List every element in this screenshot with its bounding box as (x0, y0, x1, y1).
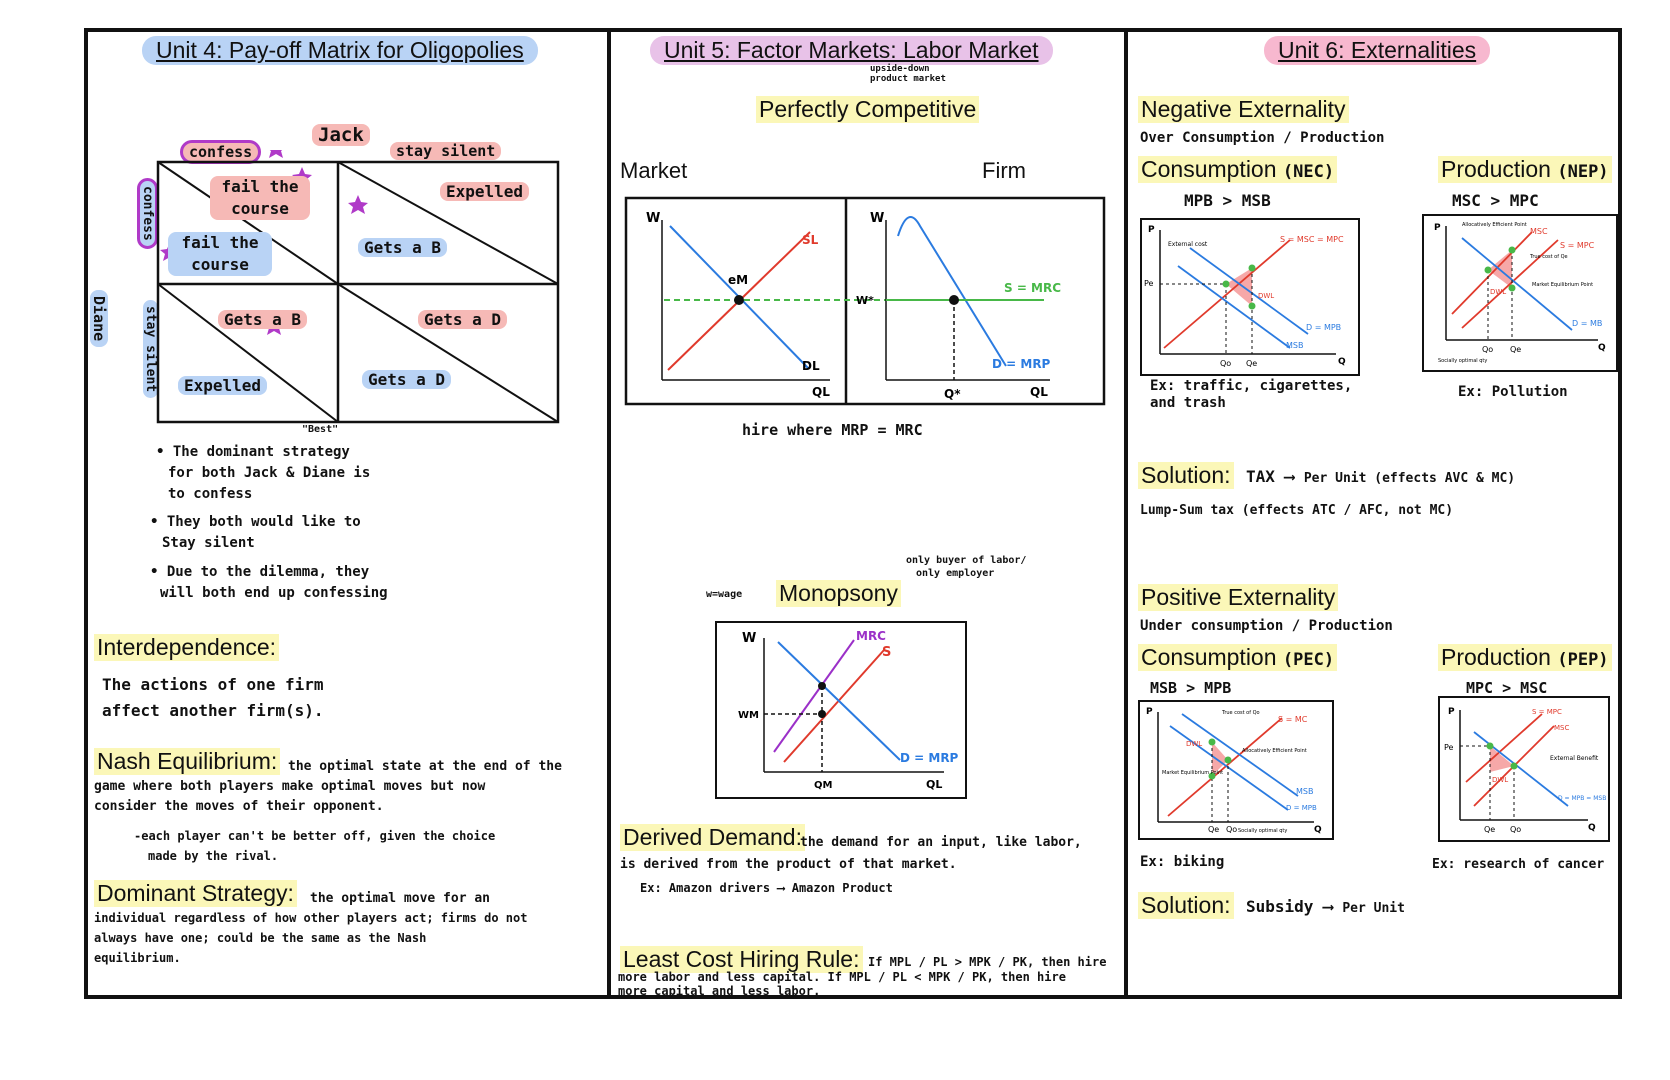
star-icon (348, 195, 368, 214)
nep-p-label: P (1434, 223, 1441, 233)
bullet-1: • The dominant strategy (156, 444, 350, 460)
labor-market-graphs (624, 196, 1106, 408)
pep-graph (1438, 696, 1610, 842)
nep-true-label: True cost of Qe (1530, 254, 1568, 260)
bullet-1c: to confess (168, 486, 253, 502)
nec-q-label: Q (1338, 357, 1346, 367)
nec-s-label: S = MSC = MPC (1280, 235, 1344, 244)
pec-qe-label: Qe (1208, 825, 1220, 834)
nec-dwl-label: DWL (1258, 292, 1275, 300)
unit4-title: Unit 4: Pay-off Matrix for Oligopolies (142, 36, 538, 65)
dominant-line-1: the optimal move for an (310, 891, 491, 906)
nec-p-label: P (1148, 225, 1155, 235)
least-cost-line-1: If MPL / PL > MPK / PK, then hire (868, 955, 1107, 969)
pec-smc-label: S = MC (1278, 715, 1308, 724)
cell-sc-bottom: Expelled (178, 376, 267, 395)
firm-wstar-label: W* (856, 294, 874, 307)
derived-demand-term: Derived Demand: (620, 824, 805, 851)
dominant-line-3: always have one; could be the same as the Nash (94, 931, 427, 945)
pep-msc-label: MSC (1554, 724, 1570, 732)
bullet-2b: Stay silent (162, 535, 255, 551)
cell-ss-top: Gets a D (418, 310, 507, 329)
pep-smpc-label: S = MPC (1532, 708, 1562, 716)
market-dl-label: DL (802, 359, 820, 373)
dominant-line-2: individual regardless of how other players act; firms do not (94, 911, 528, 925)
pep-pe-label: Pe (1444, 743, 1454, 752)
bullet-1b: for both Jack & Diane is (168, 465, 371, 481)
nep-soc-label: Socially optimal qty (1438, 358, 1488, 364)
divider-left (607, 28, 611, 999)
positive-subtitle: Under consumption / Production (1140, 618, 1393, 634)
cell-cc-bottom: fail the course (168, 232, 272, 276)
pec-mkt-label: Market Equilibrium Point (1162, 770, 1224, 776)
mono-s-label: S (882, 645, 892, 660)
mono-w-label: W (742, 631, 757, 646)
nep-smpc-label: S = MPC (1560, 241, 1595, 250)
nec-qo-label: Qo (1220, 359, 1232, 368)
firm-ql-label: QL (1030, 385, 1048, 399)
nec-dmpb-label: D = MPB (1306, 323, 1342, 332)
nec-example-1: Ex: traffic, cigarettes, (1150, 378, 1353, 394)
bullet-3: • Due to the dilemma, they (150, 564, 370, 580)
best-note: "Best" (302, 424, 339, 435)
pep-example: Ex: research of cancer (1432, 857, 1605, 872)
pep-qo-label: Qo (1510, 825, 1522, 834)
pec-dwl-label: DWL (1186, 740, 1203, 748)
nep-qe-label: Qe (1510, 345, 1522, 354)
pep-relation: MPC > MSC (1466, 679, 1548, 697)
pec-p-label: P (1146, 707, 1153, 717)
dominant-line-4: equilibrium. (94, 951, 181, 965)
derived-line-1: the demand for an input, like labor, (800, 835, 1082, 850)
bullet-3b: will both end up confessing (160, 585, 388, 601)
interdependence-line-2: affect another firm(s). (102, 701, 324, 720)
pep-q-label: Q (1588, 823, 1596, 833)
monopsony-graph (714, 620, 970, 802)
pec-example: Ex: biking (1140, 854, 1225, 870)
market-label: Market (620, 158, 688, 183)
least-cost-line-3: more capital and less labor. (618, 984, 821, 998)
nash-line-3: consider the moves of their opponent. (94, 799, 384, 814)
row-confess-label: confess (137, 178, 158, 249)
pec-true-label: True cost of Qo (1222, 710, 1260, 716)
nash-line-2: game where both players make optimal moves but now (94, 779, 486, 794)
pos-solution: Subsidy ⟶ Per Unit (1246, 897, 1405, 916)
positive-externality-term: Positive Externality (1138, 584, 1338, 611)
nash-sub-2: made by the rival. (148, 849, 279, 863)
pec-qo-label: Qo (1226, 825, 1238, 834)
nec-example-2: and trash (1150, 395, 1226, 411)
pec-graph (1138, 700, 1334, 840)
nec-relation: MPB > MSB (1184, 191, 1271, 210)
market-ql-label: QL (812, 385, 830, 399)
pep-ext-label: External Benefit (1550, 755, 1599, 762)
row-silent-label: stay silent (143, 300, 158, 398)
nep-relation: MSC > MPC (1452, 191, 1539, 210)
pec-msb-label: MSB (1296, 787, 1314, 796)
firm-w-label: W (870, 211, 885, 226)
pep-p-label: P (1448, 707, 1455, 717)
pec-soc-label: Socially optimal qty (1238, 828, 1288, 834)
negative-externality-term: Negative Externality (1138, 96, 1349, 123)
unit6-title: Unit 6: Externalities (1264, 36, 1490, 65)
nep-term: Production (NEP) (1438, 156, 1612, 183)
wage-note: w=wage (706, 589, 743, 600)
mono-wm-label: WM (738, 710, 759, 721)
buyer-note-1: only buyer of labor/ (906, 555, 1027, 566)
mono-mrc-label: MRC (856, 629, 886, 643)
firm-label: Firm (982, 158, 1026, 183)
pec-term: Consumption (PEC) (1138, 644, 1337, 671)
mono-ql-label: QL (926, 778, 943, 791)
star-icon (266, 150, 286, 158)
nep-dmb-label: D = MB (1572, 319, 1603, 328)
nep-mkt-label: Market Equilibrium Point (1532, 282, 1594, 288)
cell-sc-top: Gets a B (218, 310, 307, 329)
nep-msc-label: MSC (1530, 227, 1548, 236)
unit5-title: Unit 5: Factor Markets: Labor Market (650, 36, 1053, 65)
col-silent-label: stay silent (390, 142, 501, 160)
pos-solution-term: Solution: (1138, 892, 1234, 919)
pep-qe-label: Qe (1484, 825, 1496, 834)
neg-solution-term: Solution: (1138, 462, 1234, 489)
interdependence-line-1: The actions of one firm (102, 675, 324, 694)
pep-dwl-label: DWL (1492, 776, 1509, 784)
perfect-competition-title: Perfectly Competitive (756, 96, 979, 123)
interdependence-term: Interdependence: (94, 634, 279, 661)
upside-down-note: upside-down product market (870, 64, 946, 84)
nep-dwl-label: DWL (1490, 288, 1507, 296)
nec-qe-label: Qe (1246, 359, 1258, 368)
firm-smrc-label: S = MRC (1004, 281, 1062, 295)
negative-subtitle: Over Consumption / Production (1140, 130, 1385, 146)
pec-alloc-label: Allocatively Efficient Point (1242, 748, 1307, 754)
player-left-label: Diane (90, 290, 108, 347)
least-cost-line-2: more labor and less capital. If MPL / PL < MPK / PK, then hire (618, 970, 1066, 984)
nep-example: Ex: Pollution (1458, 384, 1568, 400)
pec-q-label: Q (1314, 825, 1322, 835)
market-em-label: eM (728, 273, 749, 287)
nep-q-label: Q (1598, 343, 1606, 353)
market-w-label: W (646, 211, 661, 226)
firm-qstar-label: Q* (944, 387, 961, 401)
market-sl-label: SL (802, 233, 819, 247)
dominant-term: Dominant Strategy: (94, 880, 297, 907)
nep-alloc-label: Allocatively Efficient Point (1462, 222, 1527, 228)
mono-qm-label: QM (814, 780, 833, 791)
nash-line-1: the optimal state at the end of the (288, 759, 562, 774)
pep-dmpb-label: D = MPB = MSB (1558, 795, 1607, 802)
hire-rule: hire where MRP = MRC (742, 421, 923, 439)
cell-cs-top: Expelled (440, 182, 529, 201)
nec-graph (1140, 218, 1360, 376)
nec-pe-label: Pe (1144, 279, 1154, 288)
cell-cs-bottom: Gets a B (358, 238, 447, 257)
player-top-label: Jack (312, 124, 370, 146)
pec-relation: MSB > MPB (1150, 679, 1232, 697)
divider-right (1124, 28, 1128, 999)
cell-ss-bottom: Gets a D (362, 370, 451, 389)
nec-msb-label: MSB (1286, 341, 1304, 350)
monopsony-title: Monopsony (776, 580, 901, 607)
nec-ext-label: External cost (1168, 241, 1208, 248)
cell-cc-top: fail the course (210, 176, 310, 220)
nec-term: Consumption (NEC) (1138, 156, 1337, 183)
neg-solution: TAX ⟶ Per Unit (effects AVC & MC) (1246, 467, 1516, 486)
derived-example: Ex: Amazon drivers ⟶ Amazon Product (640, 881, 893, 895)
pec-dmpb-label: D = MPB (1286, 804, 1317, 812)
lump-sum-tax: Lump-Sum tax (effects ATC / AFC, not MC) (1140, 503, 1454, 518)
buyer-note-2: only employer (916, 568, 995, 579)
nep-qo-label: Qo (1482, 345, 1494, 354)
firm-dmrp-label: D = MRP (992, 357, 1051, 371)
col-confess-label: confess (180, 140, 261, 164)
nep-graph (1422, 214, 1618, 372)
bullet-2: • They both would like to (150, 514, 361, 530)
nash-sub-1: -each player can't be better off, given the choice (134, 829, 496, 843)
least-cost-term: Least Cost Hiring Rule: (620, 946, 863, 973)
pep-term: Production (PEP) (1438, 644, 1612, 671)
mono-dmrp-label: D = MRP (900, 751, 959, 765)
derived-line-2: is derived from the product of that market. (620, 857, 957, 872)
nash-term: Nash Equilibrium: (94, 748, 280, 775)
